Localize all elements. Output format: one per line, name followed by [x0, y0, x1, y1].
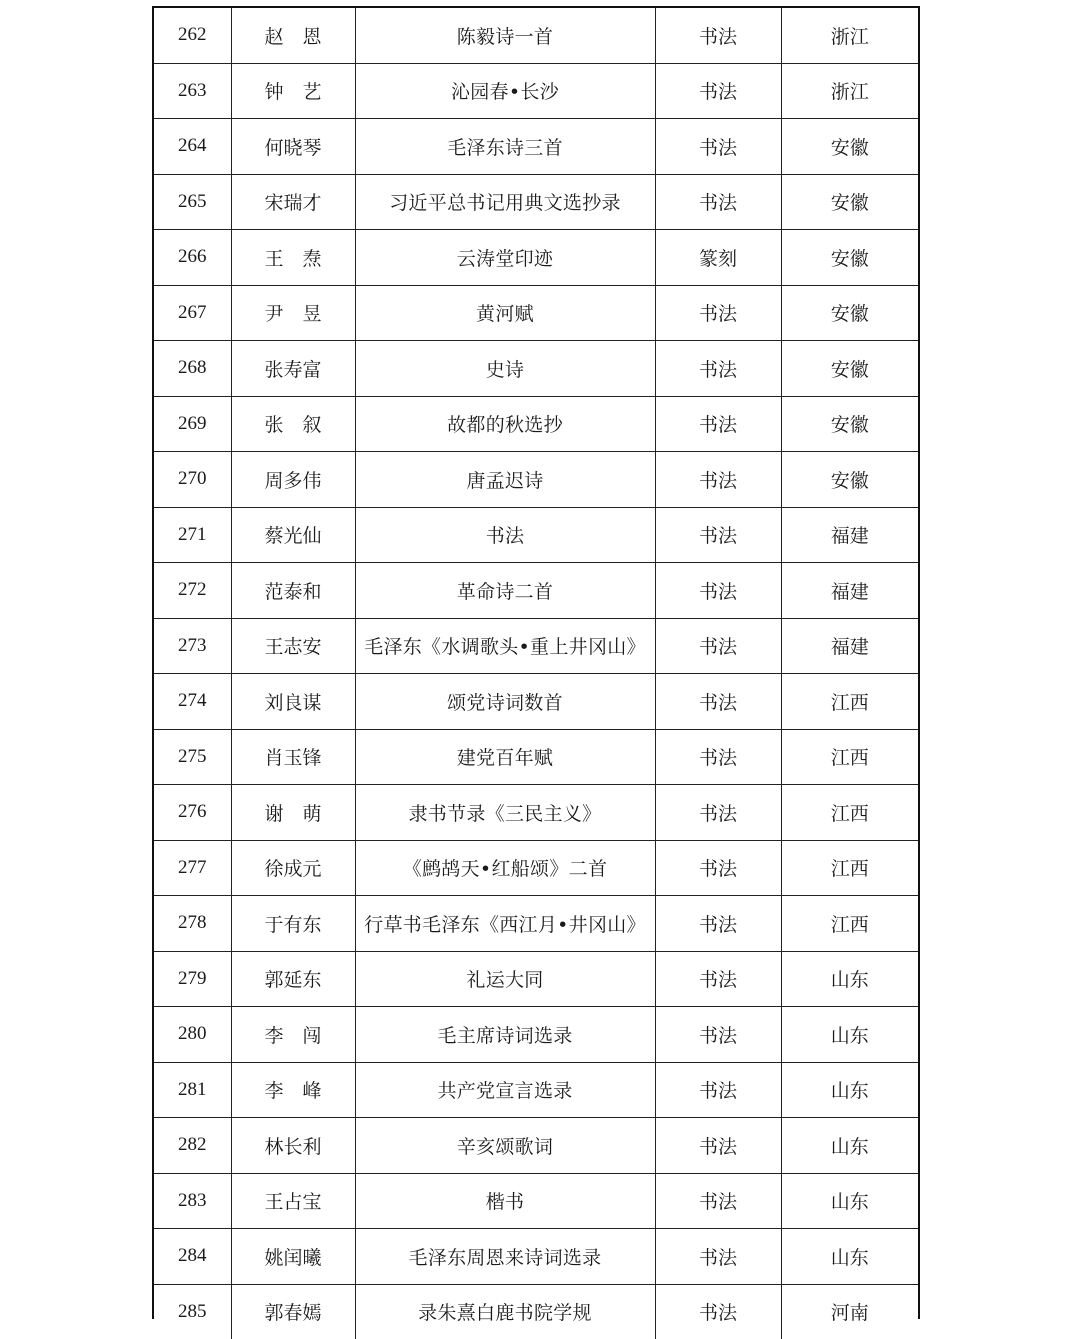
artist-province: 江西	[781, 785, 918, 841]
work-category: 书法	[655, 785, 781, 841]
work-title: 陈毅诗一首	[355, 8, 655, 63]
table-row	[154, 8, 918, 63]
artist-province: 安徽	[781, 230, 918, 286]
artist-name: 宋瑞才	[231, 174, 355, 230]
artist-name: 刘良谋	[231, 674, 355, 730]
artist-name: 郭春嫣	[231, 1284, 355, 1339]
table-row	[154, 507, 918, 563]
work-category: 篆刻	[655, 230, 781, 286]
table-row	[154, 1062, 918, 1118]
artist-province: 安徽	[781, 174, 918, 230]
work-title: 习近平总书记用典文选抄录	[355, 174, 655, 230]
entry-number: 268	[154, 341, 231, 397]
table-row	[154, 230, 918, 286]
artist-name: 姚闰曦	[231, 1229, 355, 1285]
work-category: 书法	[655, 951, 781, 1007]
work-category: 书法	[655, 507, 781, 563]
table-row	[154, 63, 918, 119]
work-title: 《鹧鸪天•红船颂》二首	[355, 840, 655, 896]
artist-province: 安徽	[781, 119, 918, 175]
work-category: 书法	[655, 563, 781, 619]
table-row	[154, 785, 918, 841]
entry-number: 274	[154, 674, 231, 730]
table-row	[154, 896, 918, 952]
artist-name: 尹 昱	[231, 285, 355, 341]
table-row	[154, 1007, 918, 1063]
artist-name: 林长利	[231, 1118, 355, 1174]
entry-number: 280	[154, 1007, 231, 1063]
work-category: 书法	[655, 1062, 781, 1118]
artist-province: 福建	[781, 507, 918, 563]
work-title: 黄河赋	[355, 285, 655, 341]
work-title: 辛亥颂歌词	[355, 1118, 655, 1174]
table-row	[154, 341, 918, 397]
table-row	[154, 840, 918, 896]
artist-name: 徐成元	[231, 840, 355, 896]
table-row	[154, 951, 918, 1007]
entry-number: 263	[154, 63, 231, 119]
work-title: 礼运大同	[355, 951, 655, 1007]
work-category: 书法	[655, 285, 781, 341]
artist-province: 江西	[781, 729, 918, 785]
artist-province: 山东	[781, 1118, 918, 1174]
work-category: 书法	[655, 1173, 781, 1229]
work-category: 书法	[655, 1284, 781, 1339]
artist-province: 山东	[781, 951, 918, 1007]
work-title: 楷书	[355, 1173, 655, 1229]
work-category: 书法	[655, 840, 781, 896]
artist-name: 赵 恩	[231, 8, 355, 63]
roster-sheet	[152, 6, 920, 1325]
work-category: 书法	[655, 452, 781, 508]
work-title: 毛主席诗词选录	[355, 1007, 655, 1063]
table-row	[154, 174, 918, 230]
work-category: 书法	[655, 174, 781, 230]
work-title: 革命诗二首	[355, 563, 655, 619]
work-title: 毛泽东诗三首	[355, 119, 655, 175]
artist-name: 周多伟	[231, 452, 355, 508]
artist-name: 李 闯	[231, 1007, 355, 1063]
entry-number: 271	[154, 507, 231, 563]
work-category: 书法	[655, 63, 781, 119]
artist-name: 李 峰	[231, 1062, 355, 1118]
entry-number: 262	[154, 8, 231, 63]
table-row	[154, 119, 918, 175]
entry-number: 279	[154, 951, 231, 1007]
artist-province: 浙江	[781, 8, 918, 63]
entry-number: 282	[154, 1118, 231, 1174]
work-title: 沁园春•长沙	[355, 63, 655, 119]
roster-body	[154, 8, 918, 1339]
work-title: 书法	[355, 507, 655, 563]
work-title: 毛泽东《水调歌头•重上井冈山》	[355, 618, 655, 674]
work-title: 隶书节录《三民主义》	[355, 785, 655, 841]
table-row	[154, 1173, 918, 1229]
artist-province: 浙江	[781, 63, 918, 119]
work-category: 书法	[655, 341, 781, 397]
entry-number: 283	[154, 1173, 231, 1229]
artist-province: 河南	[830, 1302, 869, 1325]
work-title: 颂党诗词数首	[355, 674, 655, 730]
entry-number: 275	[154, 729, 231, 785]
artist-name: 郭延东	[231, 951, 355, 1007]
work-title: 行草书毛泽东《西江月•井冈山》	[355, 896, 655, 952]
work-category: 书法	[655, 8, 781, 63]
work-category: 书法	[655, 1229, 781, 1285]
artist-province: 福建	[781, 618, 918, 674]
artist-name: 谢 萌	[231, 785, 355, 841]
artist-province: 江西	[781, 840, 918, 896]
table-row	[154, 1229, 918, 1285]
work-title: 故都的秋选抄	[355, 396, 655, 452]
artist-province: 山东	[781, 1007, 918, 1063]
work-title: 唐孟迟诗	[355, 452, 655, 508]
work-category: 书法	[655, 396, 781, 452]
entry-number: 277	[154, 840, 231, 896]
work-title: 录朱熹白鹿书院学规	[355, 1284, 655, 1339]
entry-number: 272	[154, 563, 231, 619]
artist-name: 王志安	[231, 618, 355, 674]
table-row	[154, 674, 918, 730]
entry-number: 269	[154, 396, 231, 452]
entry-number: 273	[154, 618, 231, 674]
entry-number: 266	[154, 230, 231, 286]
work-category: 书法	[655, 1118, 781, 1174]
artist-province: 福建	[781, 563, 918, 619]
artist-province: 安徽	[781, 341, 918, 397]
work-category: 书法	[655, 618, 781, 674]
entry-number: 270	[154, 452, 231, 508]
entry-number: 285	[154, 1284, 231, 1339]
artist-name: 于有东	[231, 896, 355, 952]
table-row	[154, 618, 918, 674]
table-row	[154, 563, 918, 619]
work-category: 书法	[655, 674, 781, 730]
table-row	[154, 452, 918, 508]
artist-name: 蔡光仙	[231, 507, 355, 563]
artist-name: 何晓琴	[231, 119, 355, 175]
artist-name: 钟 艺	[231, 63, 355, 119]
work-title: 毛泽东周恩来诗词选录	[355, 1229, 655, 1285]
artist-province: 江西	[781, 674, 918, 730]
artist-province: 安徽	[781, 285, 918, 341]
work-title: 共产党宣言选录	[355, 1062, 655, 1118]
artist-province: 山东	[781, 1062, 918, 1118]
entry-number: 267	[154, 285, 231, 341]
artist-name: 肖玉锋	[231, 729, 355, 785]
artist-name: 王占宝	[231, 1173, 355, 1229]
artist-name: 张寿富	[231, 341, 355, 397]
work-title: 云涛堂印迹	[355, 230, 655, 286]
work-title: 建党百年赋	[355, 729, 655, 785]
artist-province: 安徽	[781, 452, 918, 508]
entry-number: 284	[154, 1229, 231, 1285]
table-row	[154, 285, 918, 341]
work-category: 书法	[655, 896, 781, 952]
entry-number: 276	[154, 785, 231, 841]
artist-province: 安徽	[781, 396, 918, 452]
work-category: 书法	[655, 119, 781, 175]
work-category: 书法	[655, 1007, 781, 1063]
artist-name: 王 焘	[231, 230, 355, 286]
entry-number: 264	[154, 119, 231, 175]
artist-province: 江西	[781, 896, 918, 952]
entry-number: 265	[154, 174, 231, 230]
artist-name: 张 叙	[231, 396, 355, 452]
artist-name: 范泰和	[231, 563, 355, 619]
table-row	[154, 1284, 918, 1339]
table-row	[154, 729, 918, 785]
table-row	[154, 1118, 918, 1174]
entry-number: 278	[154, 896, 231, 952]
work-category: 书法	[655, 729, 781, 785]
artist-province: 山东	[781, 1229, 918, 1285]
work-title: 史诗	[355, 341, 655, 397]
table-row	[154, 396, 918, 452]
roster-table	[154, 8, 918, 1339]
artist-province: 山东	[781, 1173, 918, 1229]
entry-number: 281	[154, 1062, 231, 1118]
